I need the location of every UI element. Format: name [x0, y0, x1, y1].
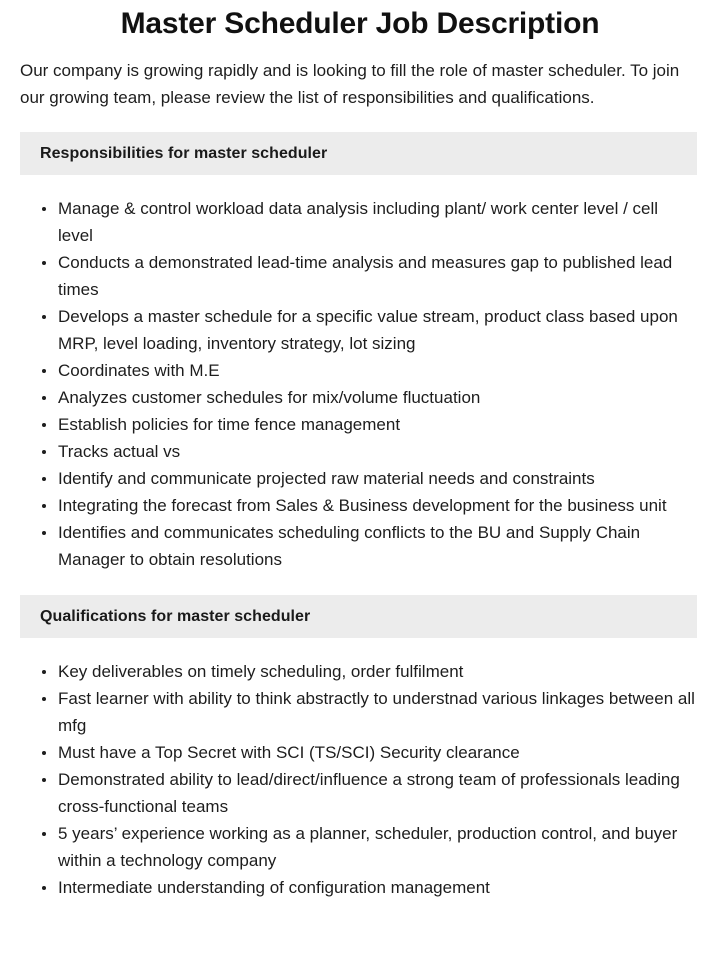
list-item: Establish policies for time fence management [0, 411, 720, 438]
list-item: Must have a Top Secret with SCI (TS/SCI) Security clearance [0, 739, 720, 766]
page-title: Master Scheduler Job Description [120, 7, 600, 40]
list-item: 5 years’ experience working as a planner, scheduler, production control, and buyer within a technology company [0, 820, 720, 874]
list-item: Develops a master schedule for a specific value stream, product class based upon MRP, level loading, inventory strategy, lot sizing [0, 303, 720, 357]
list-item: Key deliverables on timely scheduling, order fulfilment [0, 658, 720, 685]
list-item: Identify and communicate projected raw material needs and constraints [0, 465, 720, 492]
list-item: Tracks actual vs [0, 438, 720, 465]
section-header-qualifications [20, 595, 697, 638]
list-item: Analyzes customer schedules for mix/volume fluctuation [0, 384, 720, 411]
qualifications-list [0, 658, 720, 901]
list-item: Demonstrated ability to lead/direct/influence a strong team of professionals leading cross-functional teams [0, 766, 720, 820]
responsibilities-list [0, 195, 720, 573]
intro-paragraph: Our company is growing rapidly and is looking to fill the role of master scheduler. To join our growing team, please review the list of responsibilities and qualifications. [20, 61, 680, 107]
list-item: Intermediate understanding of configuration management [0, 874, 720, 901]
list-item: Manage & control workload data analysis including plant/ work center level / cell level [0, 195, 720, 249]
section-header-responsibilities [20, 132, 697, 175]
list-item: Fast learner with ability to think abstractly to understnad various linkages between all mfg [0, 685, 720, 739]
list-item: Coordinates with M.E [0, 357, 720, 384]
section-heading-label: Qualifications for master scheduler [40, 607, 311, 625]
list-item: Conducts a demonstrated lead-time analysis and measures gap to published lead times [0, 249, 720, 303]
section-heading-label: Responsibilities for master scheduler [40, 144, 328, 162]
list-item: Identifies and communicates scheduling conflicts to the BU and Supply Chain Manager to obtain resolutions [0, 519, 720, 573]
list-item: Integrating the forecast from Sales & Business development for the business unit [0, 492, 720, 519]
